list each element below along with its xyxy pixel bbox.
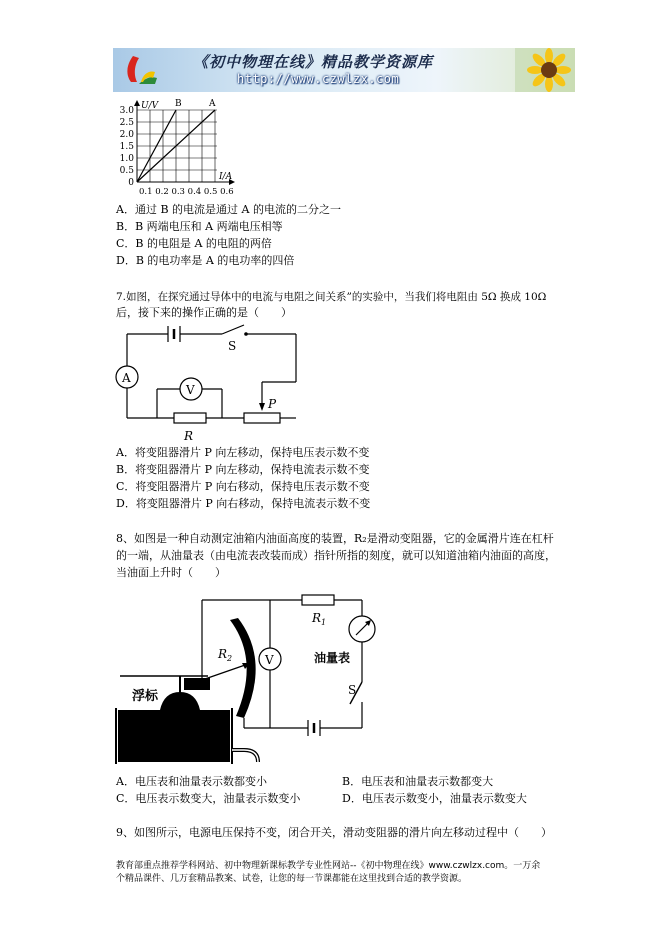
footer-line2: 个精品课件、几万套精品教案、试卷，让您的每一节课都能在这里找到合适的教学资源。 — [116, 874, 468, 884]
q6-option-b: B．B 两端电压和 A 两端电压相等 — [116, 220, 283, 233]
y-axis-label: U/V — [141, 101, 159, 111]
q7-option-b: B．将变阻器滑片 P 向左移动，保持电流表示数不变 — [116, 463, 370, 476]
q8-option-b: B．电压表和油量表示数都变大 — [342, 775, 494, 788]
switch-label: S — [228, 339, 237, 353]
battery-icon — [308, 720, 320, 736]
q7-stem-line1: 7.如图，在探究通过导体中的电流与电阻之间关系”的实验中，当我们将电阻由 5Ω 换成 10Ω — [116, 291, 547, 303]
q7-stem-line2: 后，接下来的操作正确的是（ ） — [116, 306, 292, 319]
x-axis-label: I/A — [219, 172, 233, 182]
q7-option-a: A．将变阻器滑片 P 向左移动，保持电压表示数不变 — [116, 446, 370, 459]
ammeter-icon — [116, 366, 138, 388]
slider-label: P — [268, 397, 277, 411]
q8-stem-line3: 当油面上升时（ ） — [116, 566, 226, 579]
fuel-gauge-icon — [349, 616, 375, 642]
x-tick-labels: 0.1 0.2 0.3 0.4 0.5 0.6 — [139, 187, 234, 197]
r1-resistor-icon — [302, 595, 334, 605]
y-tick: 2.0 — [119, 130, 134, 140]
y-tick-labels — [120, 106, 135, 188]
q8-oil-tank-diagram — [112, 590, 382, 766]
q7-circuit-diagram — [110, 322, 310, 446]
q7-option-c: C．将变阻器滑片 P 向右移动，保持电压表示数不变 — [116, 480, 370, 493]
switch-label: S — [348, 683, 357, 697]
battery-icon — [168, 326, 180, 342]
banner-title: 《初中物理在线》精品教学资源库 — [193, 53, 434, 71]
float-label: 浮标 — [132, 689, 159, 704]
rheostat-icon — [244, 413, 280, 423]
sunflower-icon — [515, 48, 575, 92]
y-tick: 1.5 — [119, 142, 134, 152]
q9-stem: 9、如图所示，电源电压保持不变，闭合开关，滑动变阻器的滑片向左移动过程中（ ） — [116, 826, 552, 839]
line-a-label: A — [209, 99, 216, 109]
q8-option-d: D．电压表示数变小，油量表示数变大 — [342, 792, 527, 805]
q6-option-d: D．B 的电功率是 A 的电功率的四倍 — [116, 254, 295, 267]
voltmeter-icon — [259, 648, 281, 670]
q6-option-a: A．通过 B 的电流是通过 A 的电流的二分之一 — [116, 203, 341, 216]
svg-text:V: V — [186, 383, 195, 397]
r2-label: $R_2$ — [218, 647, 233, 663]
y-tick: 1.0 — [119, 154, 134, 164]
y-tick: 0.5 — [119, 166, 134, 176]
y-tick: 3.0 — [119, 106, 134, 116]
r1-label: $R_1$ — [312, 611, 327, 627]
resistor-icon — [174, 413, 206, 423]
header-banner — [113, 48, 575, 92]
svg-text:V: V — [265, 653, 274, 667]
y-tick: 2.5 — [119, 118, 134, 128]
u-i-graph — [113, 98, 243, 198]
fuel-gauge-label: 油量表 — [314, 651, 351, 665]
q8-option-c: C．电压表示数变大，油量表示数变小 — [116, 792, 301, 805]
banner-url: http://www.czwlzx.com — [237, 72, 400, 86]
q8-option-a: A．电压表和油量表示数都变小 — [116, 775, 267, 788]
footer-line1: 教育部重点推荐学科网站、初中物理新课标教学专业性网站--《初中物理在线》www.czwlzx.com。一万余 — [116, 861, 541, 871]
q8-stem-line2: 的一端，从油量表（由电流表改装而成）指针所指的刻度，就可以知道油箱内油面的高度， — [116, 549, 556, 562]
q7-option-d: D．将变阻器滑片 P 向右移动，保持电流表示数不变 — [116, 497, 371, 510]
y-tick: 0 — [128, 178, 134, 188]
resistor-label: R — [184, 429, 194, 443]
q6-option-c: C．B 的电阻是 A 的电阻的两倍 — [116, 237, 272, 250]
r2-rheostat-icon — [230, 618, 256, 718]
q8-stem-line1: 8、如图是一种自动测定油箱内油面高度的装置，R₂是滑动变阻器，它的金属滑片连在杠杆 — [116, 532, 554, 545]
voltmeter-icon — [180, 378, 202, 400]
lever-block — [184, 678, 210, 690]
svg-text:A: A — [122, 371, 131, 385]
logo-icon — [119, 52, 159, 88]
line-b-label: B — [175, 99, 182, 109]
